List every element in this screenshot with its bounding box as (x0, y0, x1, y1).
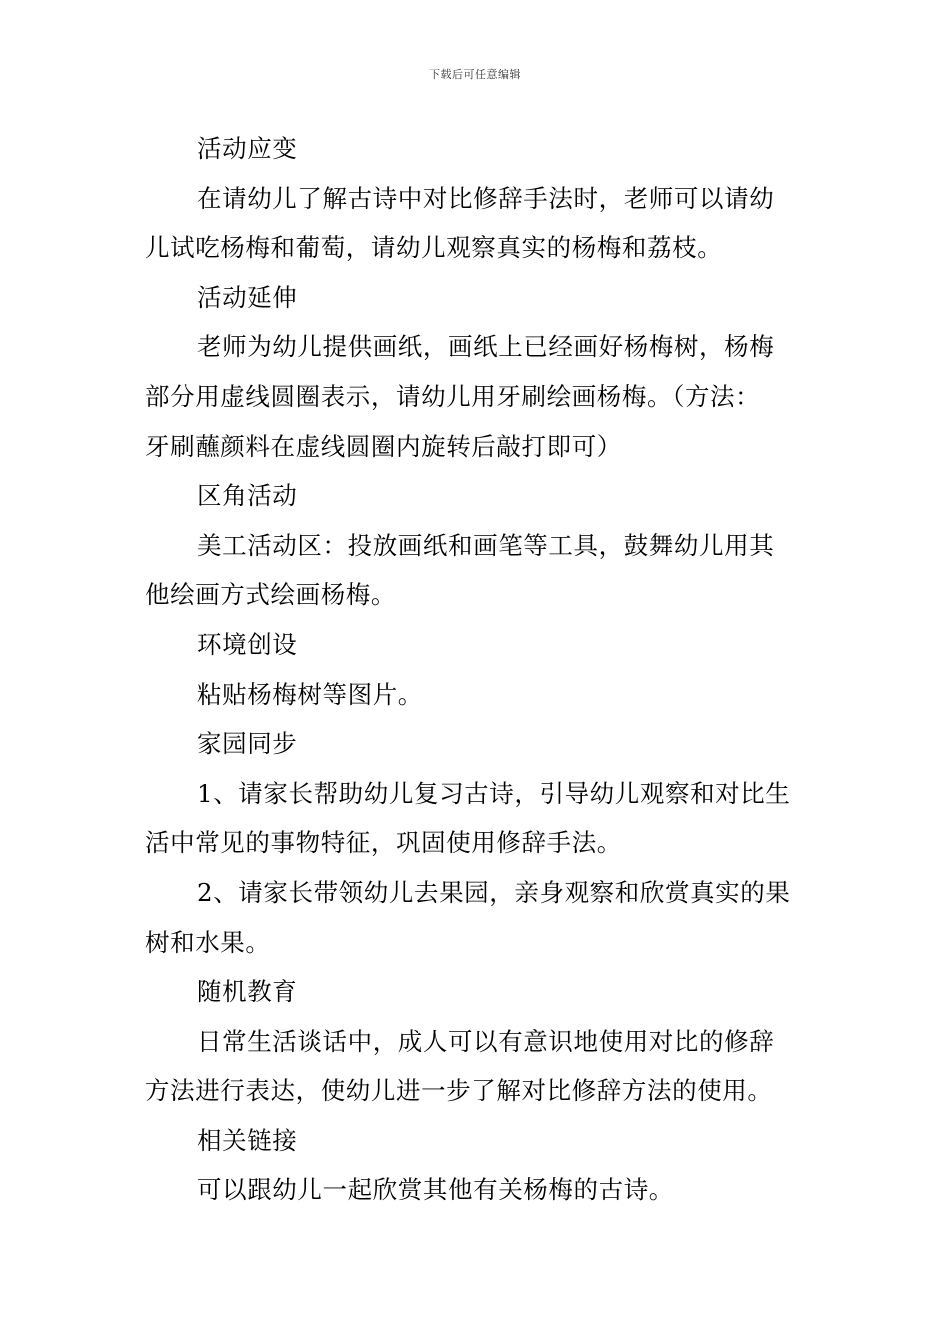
paragraph-line: 美工活动区：投放画纸和画笔等工具，鼓舞幼儿用其 (197, 530, 775, 560)
paragraph-line: 牙刷蘸颜料在虚线圆圈内旋转后敲打即可） (145, 431, 622, 461)
section-heading-related-links: 相关链接 (197, 1125, 298, 1155)
paragraph-line: 活中常见的事物特征，巩固使用修辞手法。 (145, 828, 622, 858)
section-heading-home-school-sync: 家园同步 (197, 729, 298, 759)
paragraph-line: 可以跟幼儿一起欣赏其他有关杨梅的古诗。 (197, 1175, 674, 1205)
paragraph-line: 老师为幼儿提供画纸，画纸上已经画好杨梅树，杨梅 (197, 332, 775, 362)
section-heading-activity-adaptation: 活动应变 (197, 134, 298, 163)
paragraph-line: 儿试吃杨梅和葡萄，请幼儿观察真实的杨梅和荔枝。 (145, 233, 723, 263)
page-header-note: 下载后可任意编辑 (429, 68, 521, 81)
paragraph-line: 1、请家长帮助幼儿复习古诗，引导幼儿观察和对比生 (197, 778, 791, 808)
paragraph-line: 粘贴杨梅树等图片。 (197, 679, 423, 709)
paragraph-line: 日常生活谈话中，成人可以有意识地使用对比的修辞 (197, 1026, 775, 1056)
section-heading-random-education: 随机教育 (197, 977, 298, 1007)
document-body (145, 124, 810, 1215)
paragraph-line: 2、请家长带领幼儿去果园，亲身观察和欣赏真实的果 (197, 877, 791, 907)
section-heading-activity-extension: 活动延伸 (197, 282, 298, 312)
section-heading-corner-activity: 区角活动 (197, 481, 298, 511)
paragraph-line: 他绘画方式绘画杨梅。 (145, 580, 396, 610)
paragraph-line: 方法进行表达，使幼儿进一步了解对比修辞方法的使用。 (145, 1076, 773, 1106)
paragraph-line: 在请幼儿了解古诗中对比修辞手法时，老师可以请幼 (197, 183, 775, 213)
section-heading-environment-setup: 环境创设 (197, 629, 298, 659)
paragraph-line: 树和水果。 (145, 927, 271, 957)
paragraph-line: 部分用虚线圆圈表示，请幼儿用牙刷绘画杨梅。（方法： (145, 381, 761, 411)
